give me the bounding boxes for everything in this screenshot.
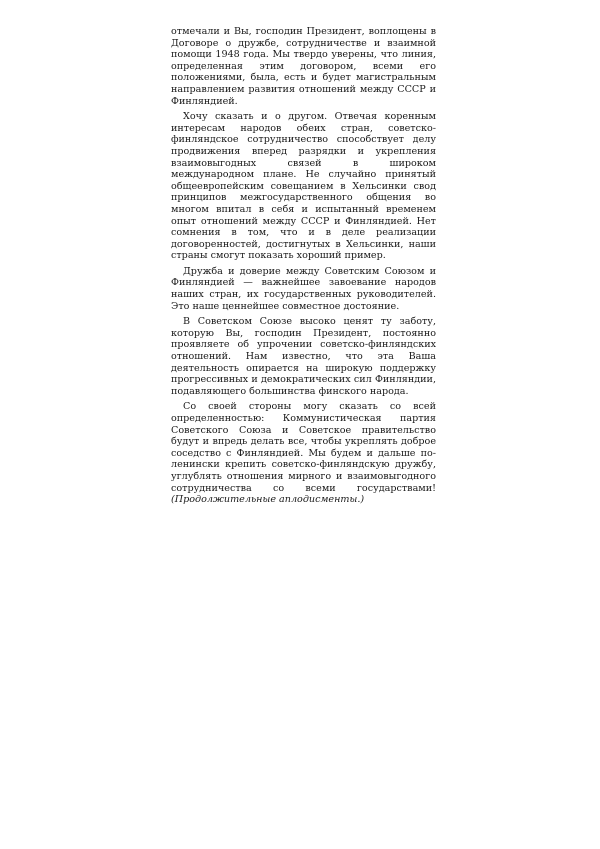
paragraph-5 (171, 401, 436, 505)
paragraph-5-text: Со своей стороны могу сказать со всей определенностью: Коммунистическая партия Советского Союза и Советское правительство будут и впредь делать все, чтобы укреплять доброе соседство с Финляндией. Мы будем и дальше по-ленински крепить советско-финляндскую дружбу, углублять отношения мирного и взаимовыгодного сотрудничества со всеми государствами! (171, 401, 436, 494)
applause-note: (Продолжительные аплодисменты.) (171, 494, 365, 506)
paragraph-1-text: отмечали и Вы, господин Президент, воплощены в Договоре о дружбе, сотрудничестве и взаимной помощи 1948 года. Мы твердо уверены, что линия, определенная этим договором, всеми его положениями, была, есть и будет магистральным направлением развития отношений между СССР и Финляндией. (171, 26, 436, 107)
paragraph-4-text: В Советском Союзе высоко ценят ту заботу, которую Вы, господин Президент, постоянно проявляете об упрочении советско-финляндских отношений. Нам известно, что эта Ваша деятельность опирается на широкую поддержку прогрессивных и демократических сил Финляндии, подавляющего большинства финского народа. (171, 316, 436, 397)
paragraph-3 (171, 266, 436, 312)
paragraph-1 (171, 26, 436, 107)
paragraph-4 (171, 316, 436, 397)
paragraph-2 (171, 111, 436, 262)
paragraph-2-text: Хочу сказать и о другом. Отвечая коренным интересам народов обеих стран, советско-финляндское сотрудничество способствует делу продвижения вперед разрядки и укрепления взаимовыгодных связей в широком международном плане. Не случайно принятый общеевропейским совещанием в Хельсинки свод принципов межгосударственного общения во многом впитал в себя и испытанный временем опыт отношений между СССР и Финляндией. Нет сомнения в том, что и в деле реализации договоренностей, достигнутых в Хельсинки, наши страны смогут показать хороший пример. (171, 111, 436, 262)
paragraph-3-text: Дружба и доверие между Советским Союзом и Финляндией — важнейшее завоевание народов наших стран, их государственных руководителей. Это наше ценнейшее совместное достояние. (171, 265, 436, 312)
text-column (171, 26, 436, 510)
